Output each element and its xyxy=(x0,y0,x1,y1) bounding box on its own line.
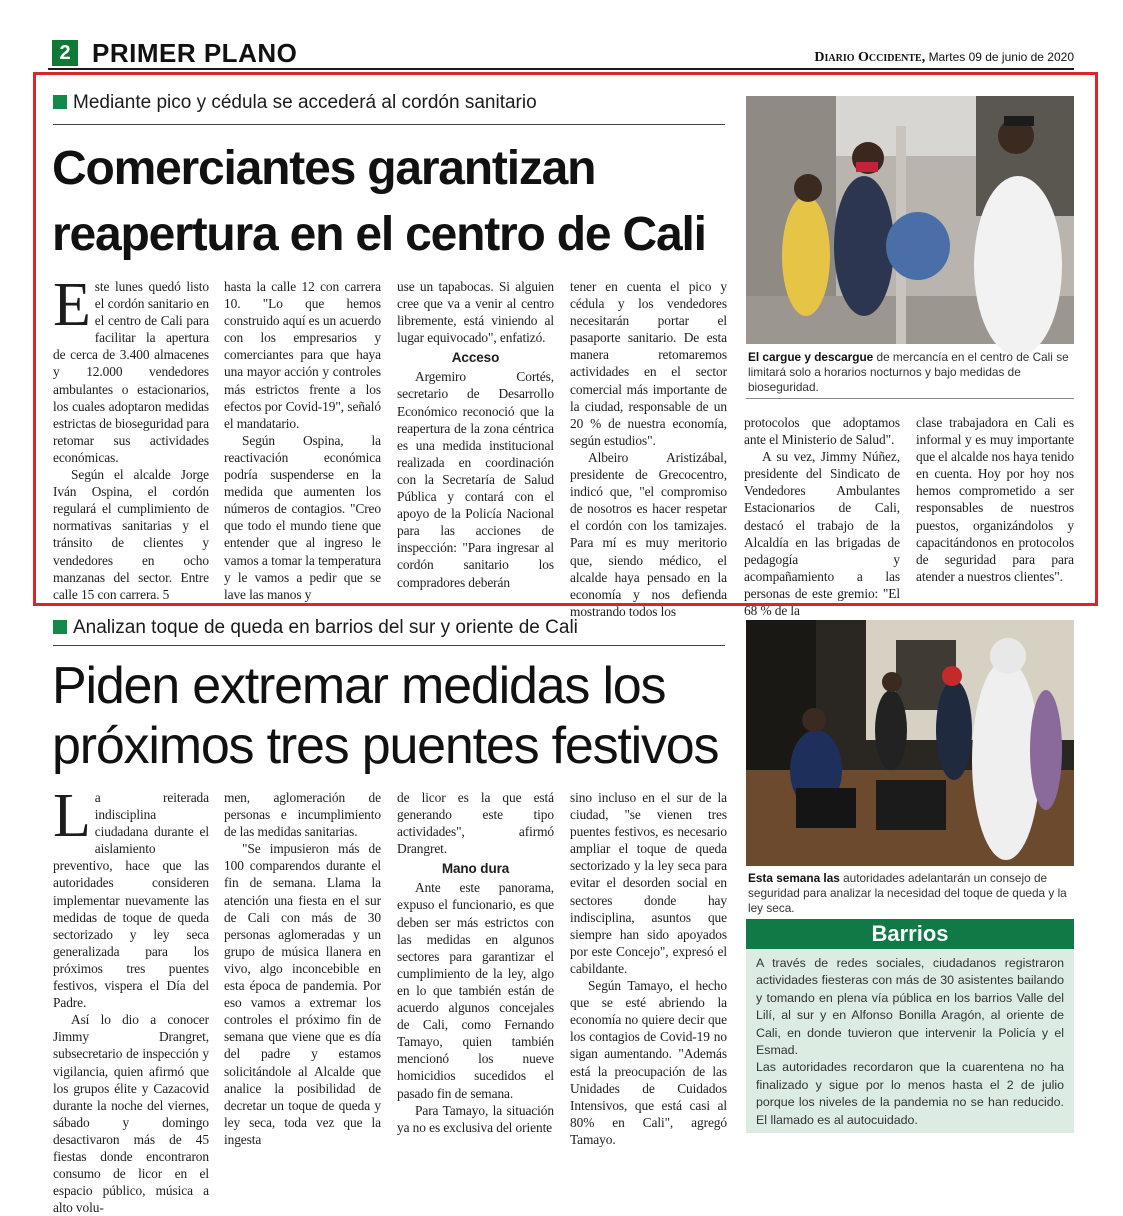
article1-column-3: use un tapabocas. Si alguien cree que va a venir al centro libremente, está viniendo al lugar equivocado", enfatizó. Acceso Argemiro Cortés, secretario de Desarrollo Económico reconoció que la reapertura de la zona céntrica es una medida institucional realizada en coordinación con la Secretaría de Salud Pública y contará con el apoyo de la Policía Nacional para las acciones de inspección: "Para ingresar al cordón sanitario los compradores deberán xyxy=(397,279,554,590)
dropcap: E xyxy=(53,271,91,339)
subheading: Mano dura xyxy=(441,861,510,877)
kicker-divider xyxy=(53,645,725,646)
article1-photo xyxy=(746,96,1074,344)
caption-divider xyxy=(746,398,1074,399)
page-number: 2 xyxy=(52,40,78,66)
article2-headline: Piden extremar medidas los próximos tres puentes festivos xyxy=(52,657,719,775)
kicker-divider xyxy=(53,124,725,125)
section-title: PRIMER PLANO xyxy=(92,38,298,68)
green-square-icon xyxy=(53,95,67,109)
article1-photo-caption: El cargue y descargue de mercancía en el centro de Cali se limitará solo a horarios nocturnos y bajo medidas de bioseguridad. xyxy=(748,350,1069,394)
article2-column-3: de licor es la que está generando este tipo actividades", afirmó Drangret. Mano dura Ante este panorama, expuso el funcionario, es que deben ser más estrictos con las medidas en algunos sectores para garantizar el cumplimiento de la ley, algo en lo que también están de acuerdo algunos concejales de Cali, como Fernando Tamayo, quien también mencionó los nueve homicidios sucedidos el pasado fin de semana. Para Tamayo, la situación ya no es exclusiva del oriente xyxy=(397,790,554,1135)
dropcap: L xyxy=(53,782,91,850)
article2-column-1: L a reiterada indisciplina ciudadana durante el aislamiento preventivo, hace que las autoridades consideren implementar nuevamente las medidas de toque de queda sectorizado y ley seca generalizada para los próximos tres puentes festivos, vispera el Día del Padre. Así lo dio a conocer Jimmy Drangret, subsecretario de inspección y vigilancia, quien afirmó que los grupos élite y Cazacovid durante la noche del viernes, sábado y domingo desactivaron más de 45 fiestas donde encontraron consumo de licor en el espacio público, música a alto volu- xyxy=(53,782,209,1216)
article2-column-4: sino incluso en el sur de la ciudad, "se vienen tres puentes festivos, es necesario ampliar el toque de queda sectorizado y la ley seca para evitar el desorden social en sectores donde hay indisciplina, asuntos que siempre han sido apoyados por este Concejo", expresó el cabildante. Según Tamayo, el hecho que se esté abriendo la economía no quiere decir que los contagios de Covid-19 no sigan aumentando. "Además está la preocupación de las Unidades de Cuidados Intensivos, que está casi al 80% en Cali", agregó Tamayo. xyxy=(570,790,727,1147)
green-square-icon xyxy=(53,620,67,634)
article1-headline: Comerciantes garantizan reapertura en el centro de Cali xyxy=(52,142,706,261)
sidebar-title: Barrios xyxy=(746,919,1074,949)
article1-column-4: tener en cuenta el pico y cédula y los vendedores necesitarán portar el pasaporte sanitario. De esta manera retomaremos actividades en el sector comercial más importante de la ciudad, responsable de un 20 % de nuestra economía, según estudios". Albeiro Aristizábal, presidente de Grecocentro, indicó que, "el compromiso de nosotros es hacer respetar el cordón con los tamizajes. Para mí es muy meritorio que, siendo médico, el alcalde haya pensado en la economía y nos defienda mostrando todos los xyxy=(570,279,727,619)
article2-column-2: men, aglomeración de personas e incumplimiento de las medidas sanitarias. "Se impusieron más de 100 comparendos durante el fin de semana. Llama la atención una fiesta en el sur de Cali con más de 30 personas aglomeradas y un grupo de música llanera en vivo, algo inconcebible en esta época de pandemia. Por eso vamos a extremar los controles el próximo fin de semana que viene que es día del padre y estamos solicitándole al Alcalde que analice la posibilidad de decretar un toque de queda y ley seca, toda vez que la ingesta xyxy=(224,790,381,1147)
article2-photo-caption: Esta semana las autoridades adelantarán un consejo de seguridad para analizar la necesidad del toque de queda y la ley seca. xyxy=(748,871,1067,915)
issue-date: Martes 09 de junio de 2020 xyxy=(928,50,1074,64)
newspaper-dateline xyxy=(814,50,1074,66)
article1-column-1: E ste lunes quedó listo el cordón sanitario en el centro de Cali para facilitar la apertura de cerca de 3.400 almacenes y 12.000 vendedores ambulantes o estacionarios, los cuales adoptaron medidas estrictas de bioseguridad para retomar sus actividades económicas. Según el alcalde Jorge Iván Ospina, el cordón regulará el cumplimiento de normativas sanitarias y el tránsito de clientes y vendedores en ocho manzanas del sector. Entre calle 15 con carrera. 5 xyxy=(53,271,209,602)
article2-kicker: Analizan toque de queda en barrios del sur y oriente de Cali xyxy=(53,617,578,639)
sidebar-body: A través de redes sociales, ciudadanos registraron actividades fiesteras con más de 30 asistentes bailando y tomando en plena vía pública en los barrios Valle del Lilí, al sur y en Alfonso Bonilla Aragón, al oriente de Cali, en donde tuvieron que intervenir la Policía y el Esmad. Las autoridades recordaron que la cuarentena no ha finalizado y sigue por lo menos hasta el 2 de julio porque los niveles de la pandemia no se han reducido. El llamado es al autocuidado. xyxy=(756,956,1064,1127)
page-header xyxy=(48,38,1074,70)
article2-photo xyxy=(746,620,1074,866)
article1-kicker: Mediante pico y cédula se accederá al cordón sanitario xyxy=(53,92,537,114)
article1-column-2: hasta la calle 12 con carrera 10. "Lo que hemos construido aquí es un acuerdo con los empresarios y comerciantes para que haya una mayor acción y controles más estrictos frente a los efectos por Covid-19", señaló el mandatario. Según Ospina, la reactivación económica podría suspenderse en la medida que aumenten los números de contagios. "Creo que todo el mundo tiene que entender que al ingreso le vamos a tomar la temperatura y le vamos a pedir que se lave las manos y xyxy=(224,279,381,602)
subheading: Acceso xyxy=(451,350,500,366)
article1-column-5: protocolos que adoptamos ante el Ministerio de Salud". A su vez, Jimmy Núñez, presidente del Sindicato de Vendedores Ambulantes Estacionarios de Cali, destacó el trabajo de la Alcaldía en las brigadas de pedagogía y acompañamiento a las personas de este gremio: "El 68 % de la xyxy=(744,415,900,619)
barrios-sidebar xyxy=(746,919,1074,1133)
newspaper-name: Diario Occidente, xyxy=(814,50,926,65)
article1-column-6: clase trabajadora en Cali es informal y es muy importante que el alcalde nos haya tenido en cuenta. Hoy por hoy nos hemos comprometido a ser responsables de nuestros puestos, organizándolos y capacitándonos en protocolos de seguridad para para atender a nuestros clientes". xyxy=(916,415,1074,584)
